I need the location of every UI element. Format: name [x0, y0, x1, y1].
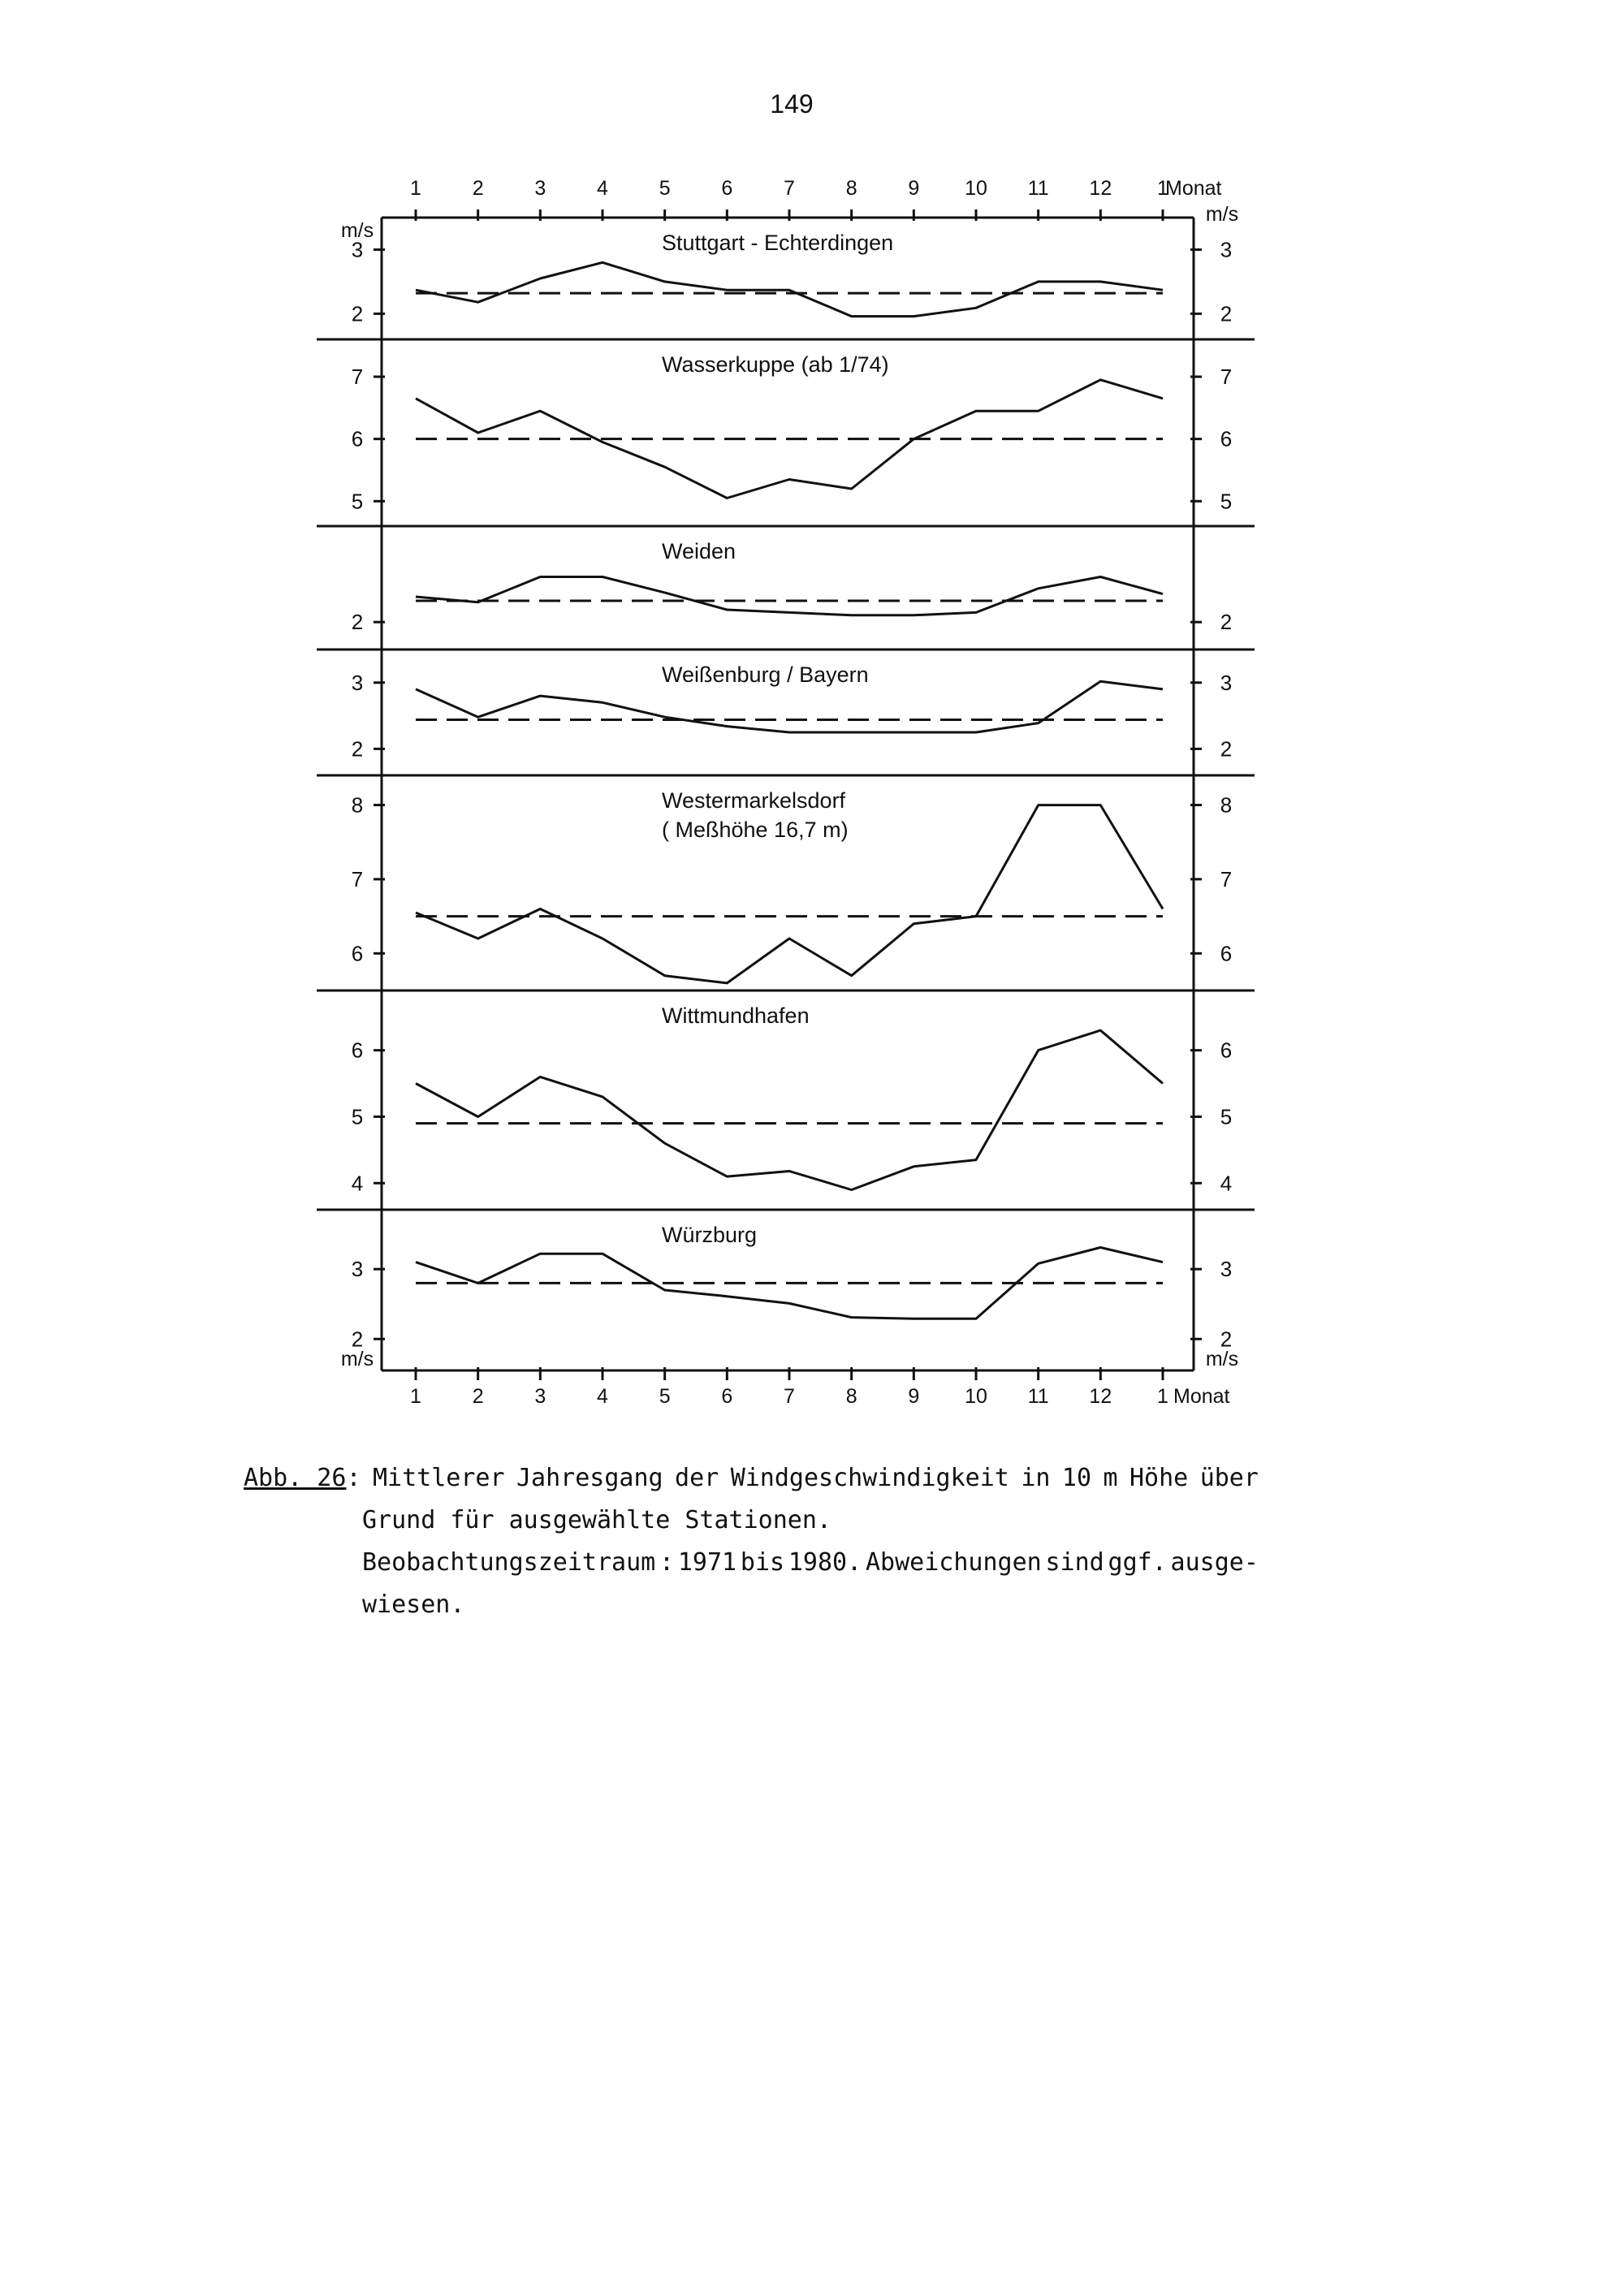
caption-word: ggf. — [1108, 1548, 1167, 1577]
x-tick-label-bottom: 2 — [472, 1385, 484, 1408]
y-tick-label-right: 6 — [1220, 426, 1233, 451]
monthly-mean-series — [416, 681, 1163, 732]
figure-caption — [244, 1457, 1259, 1626]
x-tick-label-top: 1 — [410, 177, 421, 200]
y-tick-label-left: 4 — [351, 1171, 364, 1196]
monthly-mean-series — [416, 1030, 1163, 1189]
y-unit-label-right-top: m/s — [1205, 203, 1239, 226]
panel-title: Wittmundhafen — [662, 1003, 810, 1028]
x-tick-label-bottom: 12 — [1089, 1385, 1112, 1408]
x-tick-label-top: 10 — [965, 177, 987, 200]
caption-line-3 — [244, 1542, 1259, 1584]
caption-word: 1971 — [677, 1548, 737, 1577]
caption-word: in — [1021, 1464, 1051, 1492]
x-tick-label-top: 5 — [659, 177, 671, 200]
x-tick-label-top: 4 — [597, 177, 608, 200]
y-tick-label-left: 2 — [351, 1327, 364, 1352]
y-tick-label-right: 6 — [1220, 941, 1233, 966]
y-tick-label-right: 4 — [1220, 1171, 1233, 1196]
caption-word: Höhe — [1129, 1464, 1189, 1492]
x-tick-label-top: 8 — [845, 177, 857, 200]
caption-line-1 — [244, 1457, 1259, 1500]
y-tick-label-right: 3 — [1220, 670, 1233, 695]
caption-word: Windgeschwindigkeit — [730, 1464, 1009, 1492]
y-tick-label-right: 2 — [1220, 610, 1233, 635]
x-tick-label-bottom: 1 — [410, 1385, 421, 1408]
y-tick-label-right: 3 — [1220, 1257, 1233, 1282]
x-unit-label-bottom: Monat — [1173, 1385, 1230, 1408]
caption-word: sind — [1045, 1548, 1104, 1577]
y-tick-label-left: 3 — [351, 670, 364, 695]
y-tick-label-right: 8 — [1220, 792, 1233, 818]
y-unit-label-left-bottom: m/s — [340, 1348, 374, 1370]
x-tick-label-top: 6 — [721, 177, 733, 200]
caption-word: 10 — [1061, 1464, 1092, 1492]
x-tick-label-top: 9 — [908, 177, 920, 200]
caption-word: Jahresgang — [516, 1464, 663, 1492]
y-tick-label-left: 5 — [351, 1104, 364, 1129]
x-tick-label-bottom: 8 — [845, 1385, 857, 1408]
y-tick-label-left: 6 — [351, 941, 364, 966]
y-tick-label-right: 5 — [1220, 1104, 1233, 1129]
x-tick-label-top: 2 — [472, 177, 484, 200]
y-tick-label-left: 3 — [351, 237, 364, 262]
panel-title: ( Meßhöhe 16,7 m) — [662, 818, 849, 842]
x-tick-label-bottom: 9 — [908, 1385, 920, 1408]
y-tick-label-right: 2 — [1220, 736, 1233, 762]
y-tick-label-right: 7 — [1220, 866, 1233, 891]
y-tick-label-right: 3 — [1220, 237, 1233, 262]
panel-title: Westermarkelsdorf — [662, 788, 846, 813]
x-tick-label-bottom: 5 — [659, 1385, 671, 1408]
caption-word: 1980. — [788, 1548, 862, 1577]
caption-line-4: wiesen. — [362, 1590, 465, 1619]
x-tick-label-top: 11 — [1027, 177, 1049, 200]
caption-word: Mittlerer — [372, 1464, 505, 1492]
y-tick-label-right: 7 — [1220, 365, 1233, 389]
x-tick-label-bottom: 7 — [784, 1385, 795, 1408]
monthly-mean-series — [416, 577, 1163, 615]
x-tick-label-top: 1 — [1157, 177, 1168, 200]
caption-word: m — [1103, 1464, 1118, 1492]
y-tick-label-right: 5 — [1220, 489, 1233, 514]
x-tick-label-top: 3 — [534, 177, 546, 200]
caption-separator: : — [346, 1464, 361, 1492]
caption-word: : — [659, 1548, 675, 1577]
panel-title: Wasserkuppe (ab 1/74) — [662, 352, 889, 377]
x-tick-label-bottom: 4 — [597, 1385, 608, 1408]
y-tick-label-left: 7 — [351, 866, 364, 891]
x-tick-label-top: 7 — [784, 177, 795, 200]
y-tick-label-left: 7 — [351, 365, 364, 389]
x-tick-label-bottom: 6 — [721, 1385, 733, 1408]
y-tick-label-left: 2 — [351, 736, 364, 762]
panel-title: Stuttgart - Echterdingen — [662, 231, 894, 255]
x-unit-label-top: Monat — [1165, 177, 1222, 200]
caption-word: der — [675, 1464, 719, 1492]
caption-word: Beobachtungszeitraum — [362, 1548, 656, 1577]
caption-word: Abweichungen — [865, 1548, 1042, 1577]
x-tick-label-bottom: 3 — [534, 1385, 546, 1408]
y-unit-label-right-bottom: m/s — [1205, 1348, 1239, 1370]
x-tick-label-top: 12 — [1089, 177, 1112, 200]
y-tick-label-left: 2 — [351, 610, 364, 635]
y-tick-label-right: 6 — [1220, 1038, 1233, 1063]
y-tick-label-left: 8 — [351, 792, 364, 818]
y-tick-label-right: 2 — [1220, 1327, 1233, 1352]
y-tick-label-left: 6 — [351, 1038, 364, 1063]
caption-line-2: Grund für ausgewählte Stationen. — [362, 1506, 831, 1534]
caption-word: ausge- — [1170, 1548, 1259, 1577]
y-unit-label-left-top: m/s — [340, 219, 374, 242]
panel-title: Weiden — [662, 539, 736, 563]
panel-title: Würzburg — [662, 1223, 758, 1247]
y-tick-label-left: 3 — [351, 1257, 364, 1282]
y-tick-label-right: 2 — [1220, 301, 1233, 326]
x-tick-label-bottom: 11 — [1027, 1385, 1049, 1408]
y-tick-label-left: 2 — [351, 301, 364, 326]
monthly-mean-series — [416, 262, 1163, 316]
x-tick-label-bottom: 10 — [965, 1385, 987, 1408]
x-tick-label-bottom: 1 — [1157, 1385, 1168, 1408]
page-number: 149 — [770, 89, 814, 119]
y-tick-label-left: 5 — [351, 489, 364, 514]
panel-title: Weißenburg / Bayern — [662, 662, 869, 687]
y-tick-label-left: 6 — [351, 426, 364, 451]
caption-word: bis — [740, 1548, 785, 1577]
caption-label-group — [244, 1457, 361, 1500]
caption-label: Abb. 26 — [244, 1464, 347, 1492]
caption-word: über — [1199, 1464, 1259, 1492]
